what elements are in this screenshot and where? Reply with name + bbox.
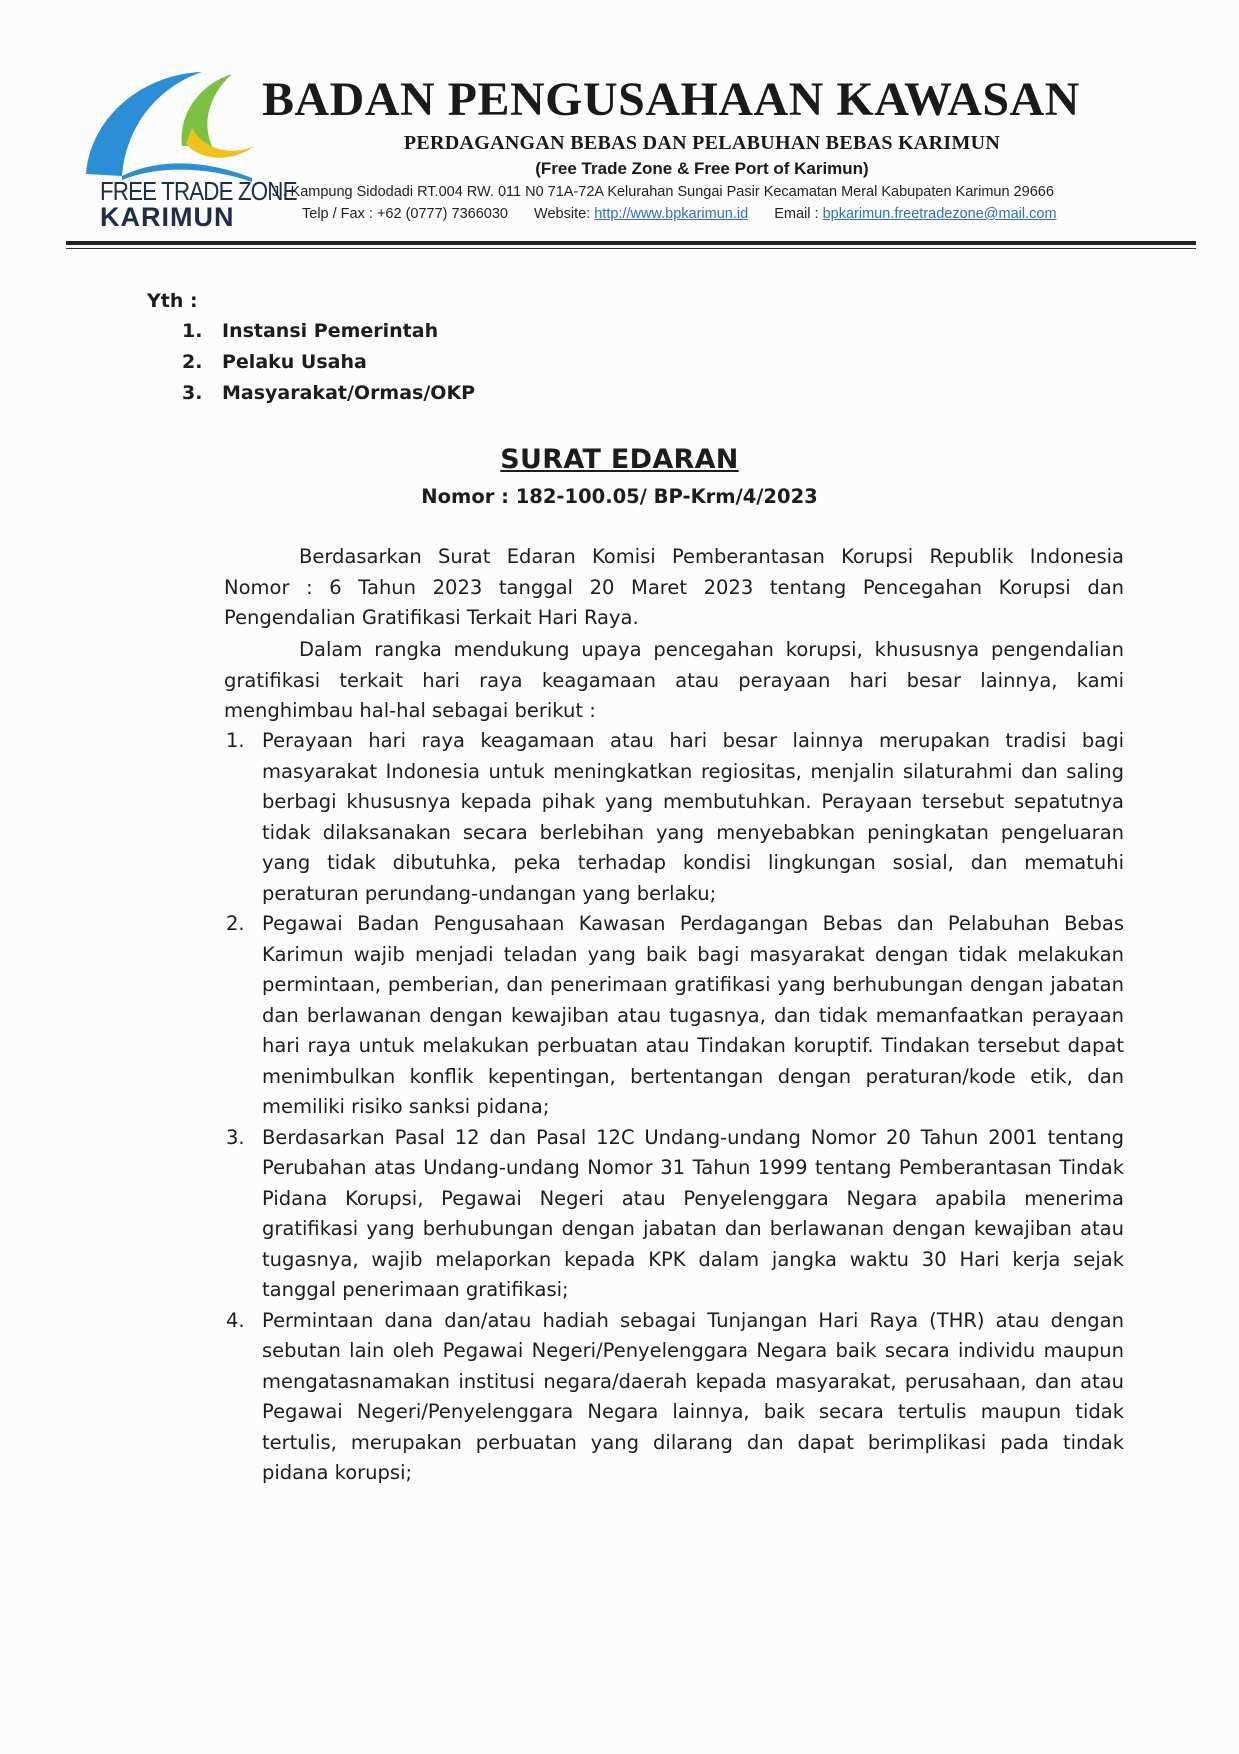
- organization-address: Jl. Kampung Sidodadi RT.004 RW. 011 N0 71A-72A Kelurahan Sungai Pasir Kecamatan Meral Kabupaten Karimun 29666: [272, 184, 1054, 200]
- recipient-item: 3. Masyarakat/Ormas/OKP: [182, 382, 476, 404]
- letterhead-divider-thick: [66, 241, 1196, 245]
- recipients-list: [182, 320, 475, 413]
- document-number: Nomor : 182-100.05/ BP-Krm/4/2023: [421, 485, 818, 508]
- organization-subtitle: PERDAGANGAN BEBAS DAN PELABUHAN BEBAS KARIMUN: [403, 132, 1001, 154]
- organization-tagline: (Free Trade Zone & Free Port of Karimun): [535, 159, 869, 178]
- website-link[interactable]: http://www.bpkarimun.id: [594, 206, 749, 222]
- organization-name: BADAN PENGUSAHAAN KAWASAN: [262, 73, 1080, 126]
- phone-value: +62 (0777) 7366030: [376, 206, 508, 222]
- recipient-item: 1. Instansi Pemerintah: [182, 320, 439, 342]
- website-label: Website:: [534, 206, 591, 222]
- body-paragraph: Dalam rangka mendukung upaya pencegahan korupsi, khususnya pengendalian gratifikasi terkait hari raya keagamaan atau perayaan hari besar lainnya, kami menghimbau hal-hal sebagai berikut :: [224, 638, 1124, 722]
- recipient-item: 2. Pelaku Usaha: [182, 351, 367, 373]
- appeal-point: 2. Pegawai Badan Pengusahaan Kawasan Perdagangan Bebas dan Pelabuhan Bebas Karimun wajib menjadi teladan yang baik bagi masyarakat dengan tidak melakukan permintaan, pemberian, dan penerimaan gratifikasi yang berhubungan dengan jabatan dan berlawanan dengan kewajiban atau tugasnya, dan tidak memanfaatkan perayaan hari raya untuk melakukan perbuatan atau Tindakan koruptif. Tindakan tersebut dapat menimbulkan konflik kepentingan, bertentangan dengan peraturan/kode etik, dan memiliki risiko sanksi pidana;: [226, 912, 1124, 1118]
- appeal-point: 1. Perayaan hari raya keagamaan atau hari besar lainnya merupakan tradisi bagi masyarakat Indonesia untuk meningkatkan regiositas, menjalin silaturahmi dan saling berbagi khususnya kepada pihak yang membutuhkan. Perayaan tersebut sepatutnya tidak dilaksanakan secara berlebihan yang menyebabkan peningkatan pengeluaran yang tidak dibutuhka, peka terhadap kondisi lingkungan sosial, dan mematuhi peraturan perundang-undangan yang berlaku;: [226, 729, 1124, 905]
- email-link[interactable]: bpkarimun.freetradezone@mail.com: [822, 206, 1057, 222]
- body-paragraph: Berdasarkan Surat Edaran Komisi Pemberantasan Korupsi Republik Indonesia Nomor : 6 Tahun 2023 tanggal 20 Maret 2023 tentang Pencegahan Korupsi dan Pengendalian Gratifikasi Terkait Hari Raya.: [224, 545, 1124, 629]
- organization-contact: [302, 206, 1162, 222]
- appeal-points-list: [224, 726, 1124, 1489]
- logo-arcs-icon: [82, 66, 262, 186]
- letterhead-divider-thin: [66, 248, 1196, 249]
- appeal-point: 3. Berdasarkan Pasal 12 dan Pasal 12C Undang-undang Nomor 20 Tahun 2001 tentang Perubahan atas Undang-undang Nomor 31 Tahun 1999 tentang Pemberantasan Tindak Pidana Korupsi, Pegawai Negeri atau Penyelenggara Negara apabila menerima gratifikasi yang berhubungan dengan jabatan dan berlawanan dengan kewajiban atau tugasnya, wajib melaporkan kepada KPK dalam jangka waktu 30 Hari kerja sejak tanggal penerimaan gratifikasi;: [226, 1125, 1124, 1301]
- logo-text-line2: KARIMUN: [100, 202, 235, 232]
- recipients-label: Yth :: [147, 290, 198, 312]
- phone-label: Telp / Fax :: [302, 206, 373, 222]
- document-title: SURAT EDARAN: [500, 444, 739, 475]
- email-label: Email :: [774, 206, 819, 222]
- appeal-point: 4. Permintaan dana dan/atau hadiah sebagai Tunjangan Hari Raya (THR) atau dengan sebutan lain oleh Pegawai Negeri/Penyelenggara Negara baik secara individu maupun mengatasnamakan institusi negara/daerah kepada masyarakat, perusahaan, dan atau Pegawai Negeri/Penyelenggara Negara lainnya, baik secara tertulis maupun tidak tertulis, merupakan perbuatan yang dilarang dan dapat berimplikasi pada tindak pidana korupsi;: [226, 1308, 1124, 1484]
- logo-text-line1: FREE TRADE ZONE: [100, 176, 297, 206]
- organization-logo: [82, 66, 297, 236]
